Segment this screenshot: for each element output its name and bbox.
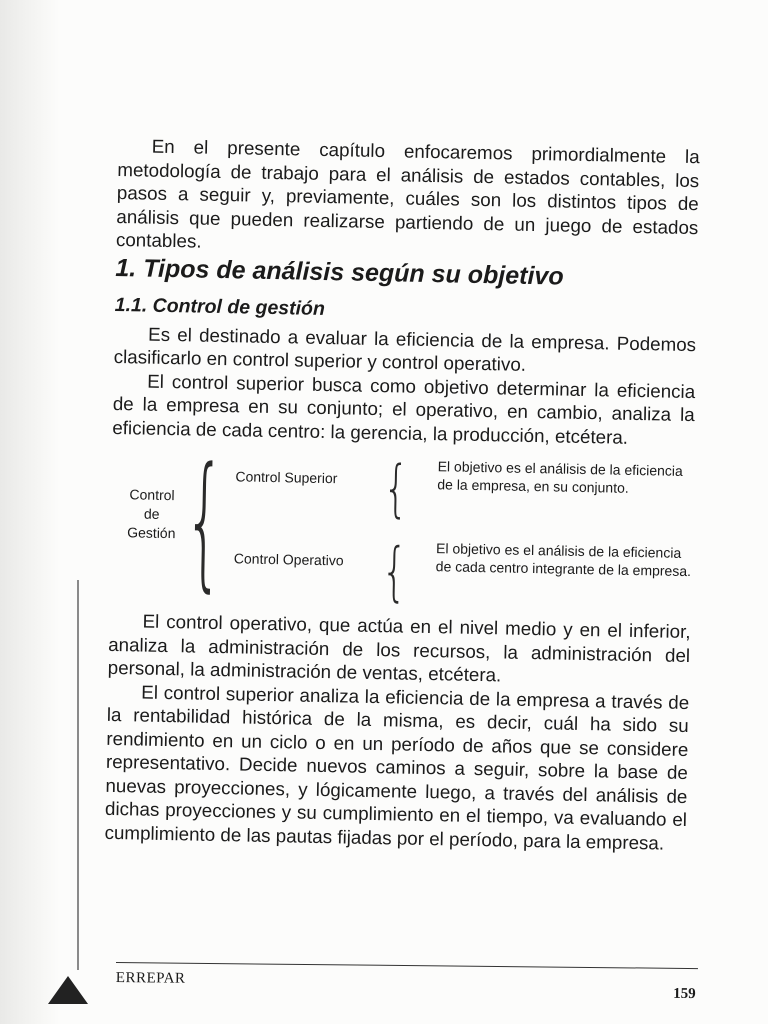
- brace-operativo: {: [380, 535, 408, 610]
- footer-rule: [116, 962, 698, 969]
- chapter-title: 1. Tipos de análisis según su objetivo: [115, 253, 564, 291]
- brace-superior: {: [382, 453, 410, 526]
- publisher-name: ERREPAR: [115, 969, 186, 987]
- paragraph-definition: Es el destinado a evaluar la eficiencia de la empresa. Podemos clasificarlo en control superior y control operativo.: [113, 323, 697, 375]
- binding-edge-line: [77, 580, 79, 970]
- branch-description-operativo: El objetivo es el análisis de la eficiencia de cada centro integrante de la empresa.: [435, 540, 692, 580]
- diagram-root-line: de: [143, 505, 160, 522]
- branch-description-superior: El objetivo es el análisis de la eficiencia de la empresa, en su conjunto.: [437, 458, 683, 496]
- page-footer: [116, 962, 700, 1008]
- corner-mark: [48, 976, 88, 1004]
- section-title: 1.1. Control de gestión: [114, 293, 326, 320]
- paragraph-control-superior: El control superior busca como objetivo determinar la eficiencia de la empresa en su conjunto; el operativo, en cambio, analiza la eficiencia de cada centro: la gerencia, la producción, etcétera.: [112, 370, 696, 448]
- page-body: [104, 134, 700, 855]
- control-gestion-diagram: [109, 434, 694, 610]
- page-gutter-shadow: [0, 0, 60, 1024]
- diagram-root-line: Gestión: [127, 524, 176, 542]
- paragraph-control-operativo: El control operativo, que actúa en el nivel medio y en el inferior, analiza la administración de los recursos, la administración del personal, la administración de ventas, etcétera.: [107, 610, 691, 686]
- page-number: 159: [673, 985, 696, 1003]
- diagram-root-line: Control: [129, 486, 175, 504]
- main-brace: {: [182, 434, 226, 607]
- branch-label-operativo: Control Operativo: [233, 550, 344, 569]
- intro-paragraph: En el presente capítulo enfocaremos primordialmente la metodología de trabajo para el análisis de estados contables, los pasos a seguir y, previamente, cuáles son los distintos tipos de análisis que pueden realizarse partiendo de un juego de estados contables.: [115, 135, 700, 252]
- diagram-root-label: [110, 485, 193, 544]
- paragraph-control-superior-detail: El control superior analiza la eficiencia de la empresa a través de la rentabilidad histórica de la misma, es decir, cuál ha sido su rendimiento en un ciclo o en un período de años que se considere representativo. Decide nuevos caminos a seguir, sobre la base de nuevas proyecciones, y lógicamente luego, a través del análisis de dichas proyecciones y su cumplimiento en el tiempo, va evaluando el cumplimiento de las pautas fijadas por el período, para la empresa.: [104, 681, 690, 854]
- branch-label-superior: Control Superior: [235, 468, 338, 487]
